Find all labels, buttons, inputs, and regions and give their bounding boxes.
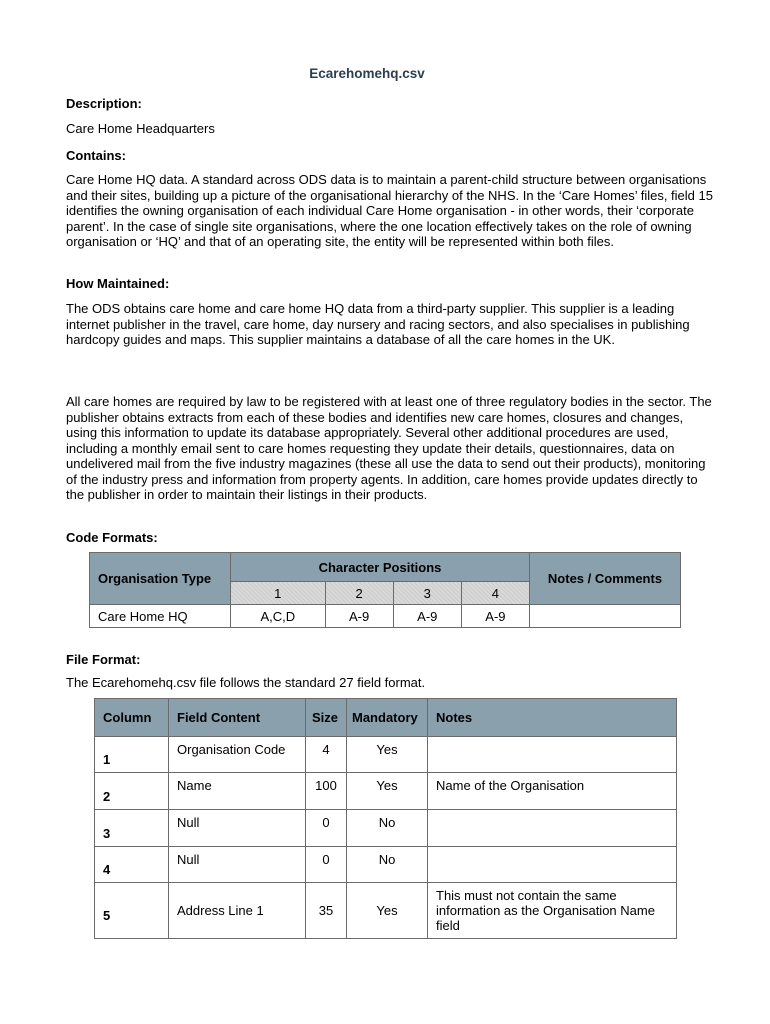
size-cell: 4 — [306, 737, 347, 773]
table-row — [95, 883, 677, 939]
notes-cell — [428, 737, 677, 773]
position-header: 3 — [393, 582, 461, 605]
contains-heading: Contains: — [66, 148, 126, 163]
notes-header: Notes — [428, 699, 677, 737]
size-cell: 35 — [306, 883, 347, 939]
mandatory-cell: Yes — [347, 737, 428, 773]
column-number-cell: 3 — [95, 810, 169, 847]
field-content-cell: Address Line 1 — [169, 883, 306, 939]
file-format-text: The Ecarehomehq.csv file follows the standard 27 field format. — [66, 675, 426, 690]
org-type-cell: Care Home HQ — [90, 605, 231, 628]
notes-cell — [530, 605, 681, 628]
description-heading: Description: — [66, 96, 142, 111]
notes-comments-header: Notes / Comments — [530, 553, 681, 605]
how-maintained-para-1: The ODS obtains care home and care home HQ data from a third-party supplier. This supplier is a leading internet publisher in the travel, care home, day nursery and racing sectors, and also specialises in publishing hardcopy guides and maps. This supplier maintains a database of all the care homes in the UK. — [66, 301, 690, 347]
position-cell: A-9 — [393, 605, 461, 628]
notes-cell: Name of the Organisation — [428, 773, 677, 810]
position-cell: A-9 — [325, 605, 393, 628]
table-row — [90, 605, 681, 628]
file-format-table — [94, 698, 677, 939]
notes-cell — [428, 847, 677, 883]
table-row — [95, 737, 677, 773]
notes-cell — [428, 810, 677, 847]
code-formats-heading: Code Formats: — [66, 530, 158, 545]
position-cell: A-9 — [461, 605, 529, 628]
column-header: Column — [95, 699, 169, 737]
mandatory-cell: No — [347, 810, 428, 847]
mandatory-header: Mandatory — [347, 699, 428, 737]
how-maintained-heading: How Maintained: — [66, 276, 170, 291]
mandatory-cell: Yes — [347, 773, 428, 810]
position-header: 1 — [231, 582, 326, 605]
field-content-cell: Null — [169, 810, 306, 847]
column-number-cell: 4 — [95, 847, 169, 883]
field-content-cell: Organisation Code — [169, 737, 306, 773]
how-maintained-para-2: All care homes are required by law to be registered with at least one of three regulatory bodies in the sector. The publisher obtains extracts from each of these bodies and identifies new care homes, closures and changes, using this information to update its database appropriately. Several other additional procedures are used, including a monthly email sent to care homes requesting they update their details, questionnaires, data on undelivered mail from the five industry magazines (these all use the data to send out their products), monitoring of the industry press and information from property agents. In addition, care homes provide updates directly to the publisher in order to maintain their listings in their products. — [66, 394, 712, 502]
mandatory-cell: No — [347, 847, 428, 883]
description-text: Care Home Headquarters — [66, 121, 215, 136]
table-row — [95, 810, 677, 847]
contains-text: Care Home HQ data. A standard across ODS data is to maintain a parent-child structure between organisations and their sites, building up a picture of the organisational hierarchy of the NHS. In the ‘Care Homes’ files, field 15 identifies the owning organisation of each individual Care Home organisation - in other words, their ‘corporate parent’. In the case of single site organisations, where the one location effectively takes on the role of owning organisation or ‘HQ’ and that of an operating site, the entity will be represented within both files. — [66, 172, 713, 249]
size-cell: 100 — [306, 773, 347, 810]
size-cell: 0 — [306, 810, 347, 847]
field-content-header: Field Content — [169, 699, 306, 737]
position-header: 4 — [461, 582, 529, 605]
size-cell: 0 — [306, 847, 347, 883]
file-format-heading: File Format: — [66, 652, 141, 667]
field-content-cell: Null — [169, 847, 306, 883]
position-cell: A,C,D — [231, 605, 326, 628]
table-row — [95, 847, 677, 883]
document-title: Ecarehomehq.csv — [309, 66, 425, 81]
org-type-header: Organisation Type — [90, 553, 231, 605]
column-number-cell: 5 — [95, 883, 169, 939]
char-positions-header: Character Positions — [231, 553, 530, 582]
notes-cell: This must not contain the same information as the Organisation Name field — [428, 883, 677, 939]
position-header: 2 — [325, 582, 393, 605]
code-formats-table — [89, 552, 681, 628]
column-number-cell: 2 — [95, 773, 169, 810]
size-header: Size — [306, 699, 347, 737]
mandatory-cell: Yes — [347, 883, 428, 939]
column-number-cell: 1 — [95, 737, 169, 773]
table-row — [95, 773, 677, 810]
field-content-cell: Name — [169, 773, 306, 810]
